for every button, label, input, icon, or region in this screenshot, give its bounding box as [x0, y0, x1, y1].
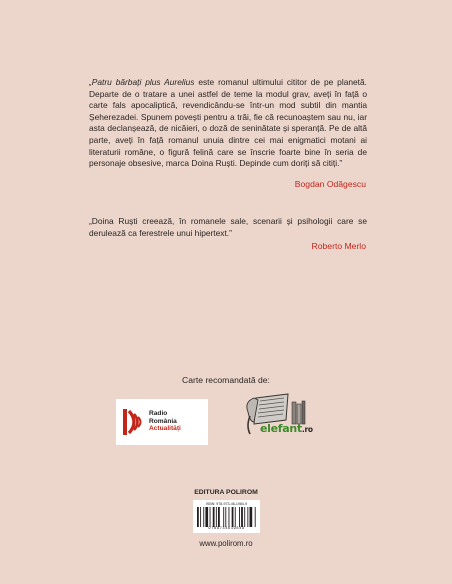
radio-line-2: România: [149, 417, 177, 425]
elefant-logo: [236, 392, 340, 450]
blurb-1-text: este romanul ultimului cititor de pe planetă. Departe de o tratare a unei astfel de teme la modul grav, aveți în față o carte fals apocaliptică, revendicându-se într-un mod subtil din mantia Șeherezadei. Spunem povești pentru a trăi, fie că recunoaștem sau nu, iar asta declanșează, de nicăieri, o doză de seninătate și speranță. Pe de altă parte, aveți în față romanul unuia dintre cei mai enigmatici motani ai literaturii române, o figură felină care se înscrie foarte bine în seria de personaje obsesive, marca Doina Ruști. Depinde cum doriți să citiți.”: [89, 77, 367, 169]
blurb-1-book-title: „Patru bărbați plus Aurelius: [89, 77, 195, 87]
isbn-barcode: [193, 500, 260, 533]
radio-waves-icon: [122, 408, 146, 436]
barcode-bars: [197, 507, 256, 527]
radio-romania-wordmark: [149, 410, 181, 433]
publisher-website: www.polirom.ro: [199, 539, 253, 548]
elefant-word: elefant: [260, 422, 302, 435]
blurb-2: [89, 216, 367, 239]
radio-line-1: Radio: [149, 410, 168, 417]
elefant-wordmark: [260, 422, 313, 435]
blurb-2-author: Roberto Merlo: [311, 241, 366, 251]
blurb-1-author: Bogdan Odăgescu: [294, 179, 366, 189]
blurb-2-text: „Doina Ruști creează, în romanele sale, scenarii și psihologii care se derulează ca ferestrele unui hipertext.”: [89, 216, 367, 238]
isbn-number: ISBN: 978-973-46-1984-9: [205, 502, 248, 506]
barcode-digits: 9789734619849: [208, 527, 245, 531]
publisher-name: EDITURA POLIROM: [194, 489, 258, 496]
recommended-by-label: Carte recomandată de:: [182, 375, 270, 385]
elefant-books-icon: [236, 392, 340, 450]
radio-line-3: Actualități: [149, 425, 181, 433]
radio-romania-logo: [116, 399, 208, 445]
elefant-suffix: .ro: [301, 425, 313, 434]
blurb-1: [89, 77, 367, 170]
